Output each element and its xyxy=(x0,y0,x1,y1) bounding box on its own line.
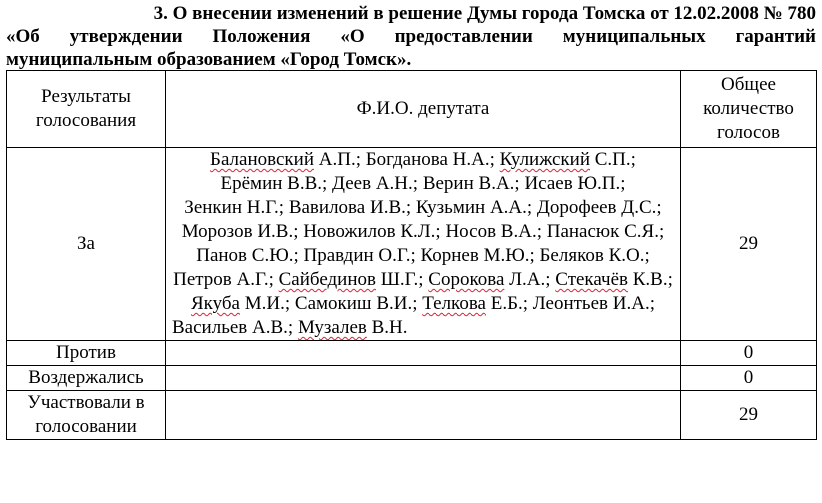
deputy-initials: Д.С.; xyxy=(621,197,662,218)
deputy-name xyxy=(524,173,625,194)
deputy-initials: А.А.; xyxy=(489,197,533,218)
deputy-initials: С.П.; xyxy=(594,149,636,170)
deputy-name xyxy=(555,269,673,290)
deputy-name xyxy=(540,245,650,266)
deputy-surname: Васильев xyxy=(172,317,248,338)
deputy-initials: А.В.; xyxy=(252,317,294,338)
deputy-surname: Самокиш xyxy=(294,293,372,314)
deputy-surname: Новожилов xyxy=(303,221,396,242)
deputy-name xyxy=(289,197,411,218)
table-row xyxy=(7,366,817,391)
deputy-initials: В.Н. xyxy=(371,317,408,338)
deputy-name xyxy=(295,293,418,314)
deputy-name xyxy=(422,293,528,314)
deputy-initials: И.А.; xyxy=(612,293,655,314)
deputy-initials: И.В.; xyxy=(369,197,412,218)
voting-results-table xyxy=(6,70,817,440)
heading-line-3: муниципальным образованием «Город Томск». xyxy=(6,49,412,70)
deputy-name xyxy=(416,197,532,218)
deputy-surname: Сорокова xyxy=(428,269,505,290)
deputy-name xyxy=(182,221,299,242)
resolution-heading xyxy=(6,2,816,71)
deputy-name xyxy=(537,197,662,218)
deputies-against-empty xyxy=(166,341,681,366)
result-abstained: Воздержались xyxy=(7,366,166,391)
deputy-surname: Балановский xyxy=(210,149,314,170)
deputy-surname: Кулижский xyxy=(499,149,590,170)
deputy-name xyxy=(533,293,655,314)
table-row xyxy=(7,391,817,440)
deputy-name xyxy=(298,317,408,338)
deputy-surname: Якуба xyxy=(191,293,240,314)
deputy-name xyxy=(421,245,535,266)
deputy-initials: Е.Б.; xyxy=(490,293,529,314)
deputy-name xyxy=(196,245,299,266)
total-abstained: 0 xyxy=(681,366,817,391)
deputy-surname: Вавилова xyxy=(288,197,366,218)
deputy-surname: Морозов xyxy=(181,221,253,242)
heading-line-2: «Об утверждении Положения «О предоставлении муниципальных гарантий xyxy=(6,26,816,47)
deputy-initials: Н.Г.; xyxy=(246,197,285,218)
total-against: 0 xyxy=(681,341,817,366)
deputy-initials: О.Г.; xyxy=(378,245,416,266)
deputy-initials: К.В.; xyxy=(632,269,673,290)
result-against: Против xyxy=(7,341,166,366)
deputy-name xyxy=(547,221,665,242)
deputy-surname: Дорофеев xyxy=(536,197,617,218)
deputy-name xyxy=(500,149,636,170)
deputy-surname: Телкова xyxy=(422,293,486,314)
deputy-surname: Исаев xyxy=(524,173,573,194)
deputy-initials: В.А.; xyxy=(500,221,542,242)
deputy-initials: А.П.; xyxy=(318,149,361,170)
deputy-name xyxy=(445,221,542,242)
deputy-name xyxy=(279,269,424,290)
deputy-initials: М.Ю.; xyxy=(483,245,535,266)
deputy-initials: В.В.; xyxy=(287,173,328,194)
deputy-initials: Ю.П.; xyxy=(577,173,626,194)
deputy-surname: Корнев xyxy=(420,245,479,266)
heading-line-1: 3. О внесении изменений в решение Думы города Томска от 12.02.2008 № 780 xyxy=(153,3,816,24)
deputy-initials: Н.А.; xyxy=(452,149,495,170)
deputy-name xyxy=(184,197,284,218)
deputy-surname: Носов xyxy=(445,221,497,242)
table-row xyxy=(7,341,817,366)
deputy-name xyxy=(423,173,520,194)
deputy-surname: Панов xyxy=(196,245,248,266)
deputy-name xyxy=(191,293,290,314)
deputy-name xyxy=(210,149,361,170)
deputy-initials: С.Я.; xyxy=(624,221,665,242)
table-header-row xyxy=(7,71,817,148)
deputy-name xyxy=(173,269,274,290)
deputy-initials: В.А.; xyxy=(478,173,520,194)
deputy-name xyxy=(172,317,293,338)
deputy-initials: К.О.; xyxy=(608,245,650,266)
deputies-abstained-empty xyxy=(166,366,681,391)
deputy-surname: Петров xyxy=(173,269,232,290)
header-deputies: Ф.И.О. депутата xyxy=(166,71,681,148)
deputy-initials: С.Ю.; xyxy=(251,245,299,266)
result-for: За xyxy=(7,148,166,341)
deputy-surname: Стекачёв xyxy=(555,269,628,290)
deputy-name xyxy=(366,149,495,170)
deputy-surname: Панасюк xyxy=(546,221,620,242)
deputy-surname: Правдин xyxy=(303,245,374,266)
table-row xyxy=(7,148,817,341)
result-participated: Участвовали в голосовании xyxy=(7,391,166,440)
deputy-surname: Богданова xyxy=(365,149,448,170)
deputy-surname: Верин xyxy=(422,173,474,194)
total-participated: 29 xyxy=(681,391,817,440)
header-result: Результаты голосования xyxy=(7,71,166,148)
deputy-initials: Ш.Г.; xyxy=(380,269,424,290)
deputy-initials: В.И.; xyxy=(376,293,418,314)
deputy-initials: К.Л.; xyxy=(400,221,441,242)
deputy-surname: Деев xyxy=(332,173,372,194)
deputy-initials: А.Н.; xyxy=(375,173,419,194)
deputy-name xyxy=(332,173,418,194)
deputy-name xyxy=(221,173,328,194)
deputy-surname: Зенкин xyxy=(184,197,242,218)
deputy-initials: А.Г.; xyxy=(236,269,274,290)
total-for: 29 xyxy=(681,148,817,341)
deputy-name xyxy=(304,245,416,266)
deputy-initials: И.В.; xyxy=(257,221,299,242)
deputy-initials: М.И.; xyxy=(244,293,291,314)
deputy-surname: Кузьмин xyxy=(415,197,486,218)
deputy-surname: Беляков xyxy=(539,245,604,266)
deputy-surname: Музалев xyxy=(297,317,367,338)
deputies-list xyxy=(166,148,681,341)
deputies-participated-empty xyxy=(166,391,681,440)
deputy-surname: Леонтьев xyxy=(532,293,608,314)
deputy-name xyxy=(428,269,550,290)
deputy-initials: Л.А.; xyxy=(509,269,551,290)
deputy-surname: Ерёмин xyxy=(220,173,283,194)
deputy-surname: Сайбединов xyxy=(278,269,376,290)
header-total: Общее количество голосов xyxy=(681,71,817,148)
deputy-name xyxy=(303,221,440,242)
